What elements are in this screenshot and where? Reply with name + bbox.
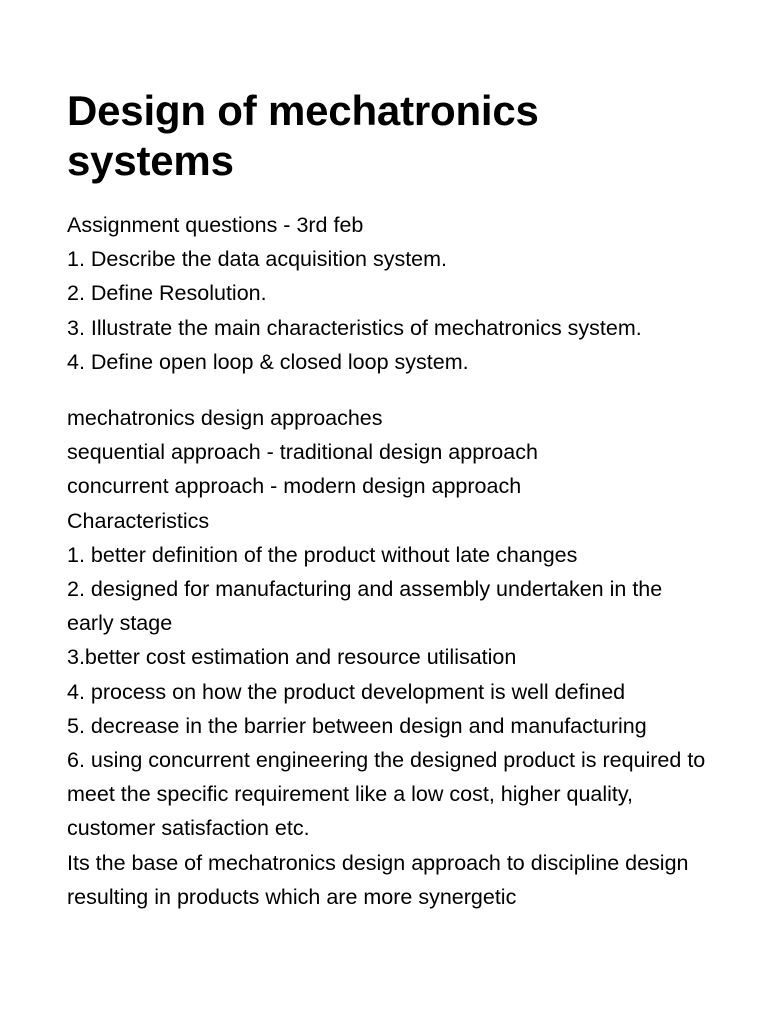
characteristic-3: 3.better cost estimation and resource utilisation [67,645,517,670]
sequential-approach-line: sequential approach - traditional design approach [67,440,538,465]
question-4: 4. Define open loop & closed loop system. [67,349,469,374]
characteristics-heading: Characteristics [67,508,210,533]
page-title: Design of mechatronics systems [67,87,539,184]
characteristic-1: 1. better definition of the product without late changes [67,542,578,567]
question-3: 3. Illustrate the main characteristics of mechatronics system. [67,315,642,340]
characteristic-4: 4. process on how the product development is well defined [67,679,626,704]
summary-paragraph: Its the base of mechatronics design approach to discipline design resulting in products which are more synergetic [67,850,689,909]
question-1: 1. Describe the data acquisition system. [67,247,448,272]
notes-heading: mechatronics design approaches [67,406,383,431]
characteristic-6: 6. using concurrent engineering the designed product is required to meet the specific requirement like a low cost, higher quality, customer satisfaction etc. [67,748,706,841]
concurrent-approach-line: concurrent approach - modern design approach [67,474,522,499]
characteristic-5: 5. decrease in the barrier between design and manufacturing [67,713,647,738]
assignment-section [67,208,708,379]
assignment-heading: Assignment questions - 3rd feb [67,213,364,237]
notes-section [67,401,708,914]
characteristic-2: 2. designed for manufacturing and assembly undertaken in the early stage [67,577,663,636]
question-2: 2. Define Resolution. [67,281,267,306]
